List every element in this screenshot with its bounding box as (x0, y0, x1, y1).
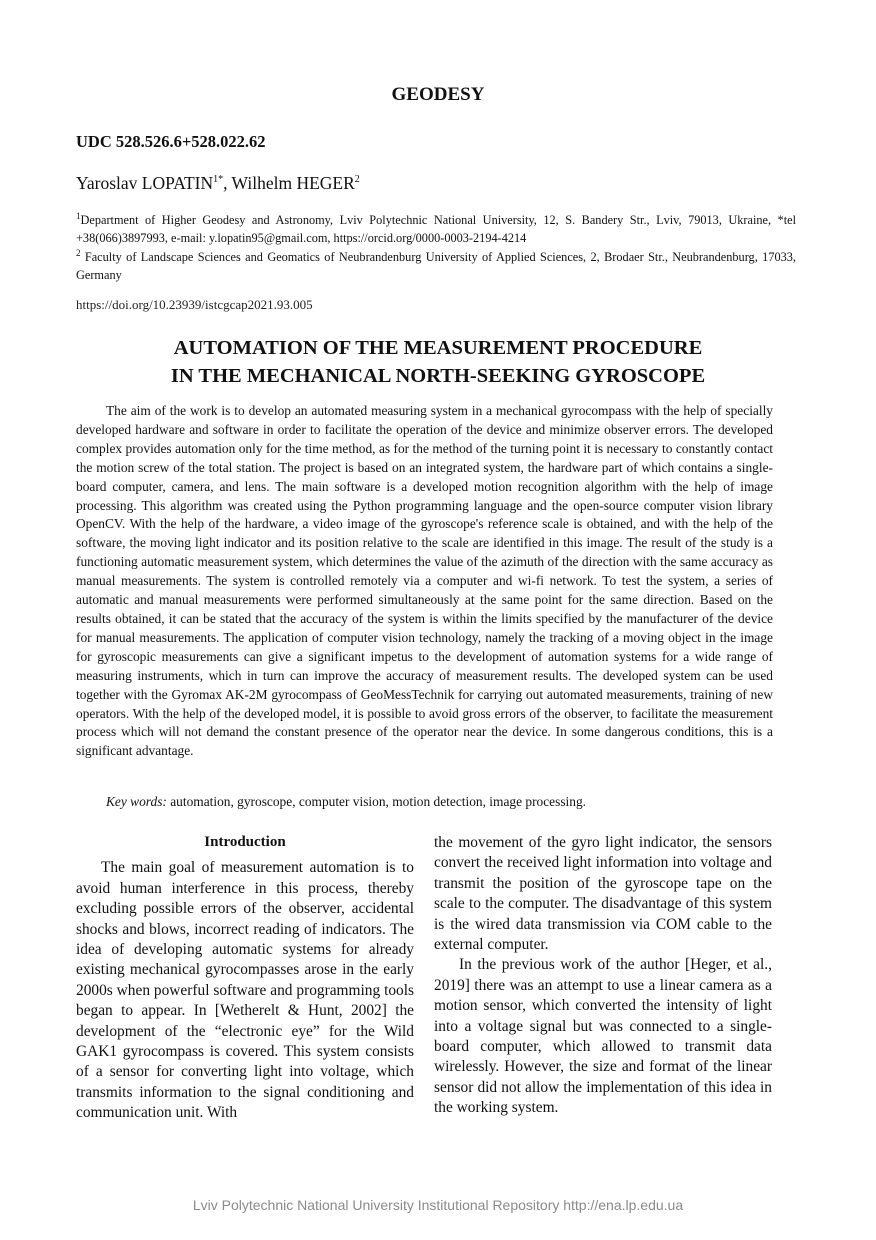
affiliation-mark: 2 (76, 248, 81, 258)
author-name: Yaroslav LOPATIN (76, 173, 214, 193)
repository-footer: Lviv Polytechnic National University Institutional Repository http://ena.lp.edu.ua (192, 1197, 684, 1213)
title-line: IN THE MECHANICAL NORTH-SEEKING GYROSCOPE (170, 365, 706, 387)
affiliation-text: Department of Higher Geodesy and Astronomy, Lviv Polytechnic National University, 12, S. Bandery Str., Lviv, 79013, Ukraine, *tel +38(066)3897993, e-mail: y.lopatin95@gmail.com, https://orcid.org/0000-0003-2194-4214 (76, 213, 796, 246)
right-column (434, 833, 772, 1119)
abstract: The aim of the work is to develop an automated measuring system in a mechanical gyrocompass with the help of specially developed hardware and software in order to facilitate the operation of the device and minimize observer errors. The developed complex provides automation only for the time method, as for the method of the turning point it is necessary to constantly contact the motion screw of the total station. The project is based on an integrated system, the hardware part of which contains a single-board computer, camera, and lens. The main software is a developed motion recognition algorithm with the help of image processing. This algorithm was created using the Python programming language and the open-source computer vision library OpenCV. With the help of the hardware, a video image of the gyroscope's reference scale is obtained, and with the help of the software, the moving light indicator and its position relative to the scale are identified in this image. The result of the study is a functioning automatic measurement system, which determines the value of the azimuth of the direction with the same accuracy as manual measurements. The system is controlled remotely via a computer and wi-fi network. To test the system, a series of automatic and manual measurements were performed simultaneously at the same point for the same direction. Based on the results obtained, it can be stated that the accuracy of the system is within the limits specified by the manufacturer of the device for manual measurements. The application of computer vision technology, namely the tracking of a moving object in the image for gyroscopic measurements can give a significant impetus to the development of automation systems for a wide range of measuring instruments, which in turn can improve the accuracy of measurement results. The developed system can be used together with the Gyromax AK-2M gyrocompass of GeoMessTechnik for carrying out automated measurements, training of new operators. With the help of the developed model, it is possible to avoid gross errors of the observer, to facilitate the measurement process which will not demand the constant presence of the operator near the device. In some dangerous conditions, this is a significant advantage. (76, 403, 773, 759)
body-paragraph-continuation: the movement of the gyro light indicator, the sensors convert the received light information into voltage and transmit the position of the gyroscope tape on the scale to the computer. The disadvantage of this system is the wired data transmission via COM cable to the external computer. (434, 834, 772, 954)
introduction-heading: Introduction (204, 834, 286, 850)
left-column (76, 832, 414, 1124)
doi-link[interactable]: https://doi.org/10.23939/istcgcap2021.93.005 (76, 297, 313, 312)
author-affiliation-mark: 1* (213, 174, 224, 186)
section-heading: GEODESY (391, 84, 485, 105)
affiliation-mark: 1 (76, 211, 81, 221)
paper-title (0, 334, 876, 390)
author-separator: , (223, 173, 232, 193)
author-affiliation-mark: 2 (354, 174, 360, 186)
affiliation-1 (76, 207, 796, 247)
body-paragraph: The main goal of measurement automation is to avoid human interference in this process, thereby excluding possible errors of the observer, accidental shocks and blows, incorrect reading of indicators. The idea of developing automatic systems for already existing mechanical gyrocompasses arose in the early 2000s when powerful software and programming tools began to appear. In [Wetherelt & Hunt, 2002] the development of the “electronic eye” for the Wild GAK1 gyrocompass is covered. This system consists of a sensor for converting light into voltage, which transmits information to the signal conditioning and communication unit. With (76, 859, 414, 1122)
keywords-text: automation, gyroscope, computer vision, motion detection, image processing. (166, 794, 586, 809)
keywords-label: Key words: (106, 794, 167, 809)
title-line: AUTOMATION OF THE MEASUREMENT PROCEDURE (173, 337, 703, 359)
affiliation-text: Faculty of Landscape Sciences and Geomatics of Neubrandenburg University of Applied Sciences, 2, Brodaer Str., Neubrandenburg, 17033, Germany (76, 250, 796, 283)
keywords (76, 794, 773, 810)
author-name: Wilhelm HEGER (231, 173, 355, 193)
affiliation-2 (76, 244, 796, 284)
body-paragraph: In the previous work of the author [Heger, et al., 2019] there was an attempt to use a linear camera as a motion sensor, which converted the intensity of light into a voltage signal but was connected to a single-board computer, which allowed to transmit data wirelessly. However, the size and format of the linear sensor did not allow the implementation of this idea in the working system. (434, 956, 772, 1117)
udc-code: UDC 528.526.6+528.022.62 (76, 132, 266, 151)
author-list (76, 173, 360, 194)
